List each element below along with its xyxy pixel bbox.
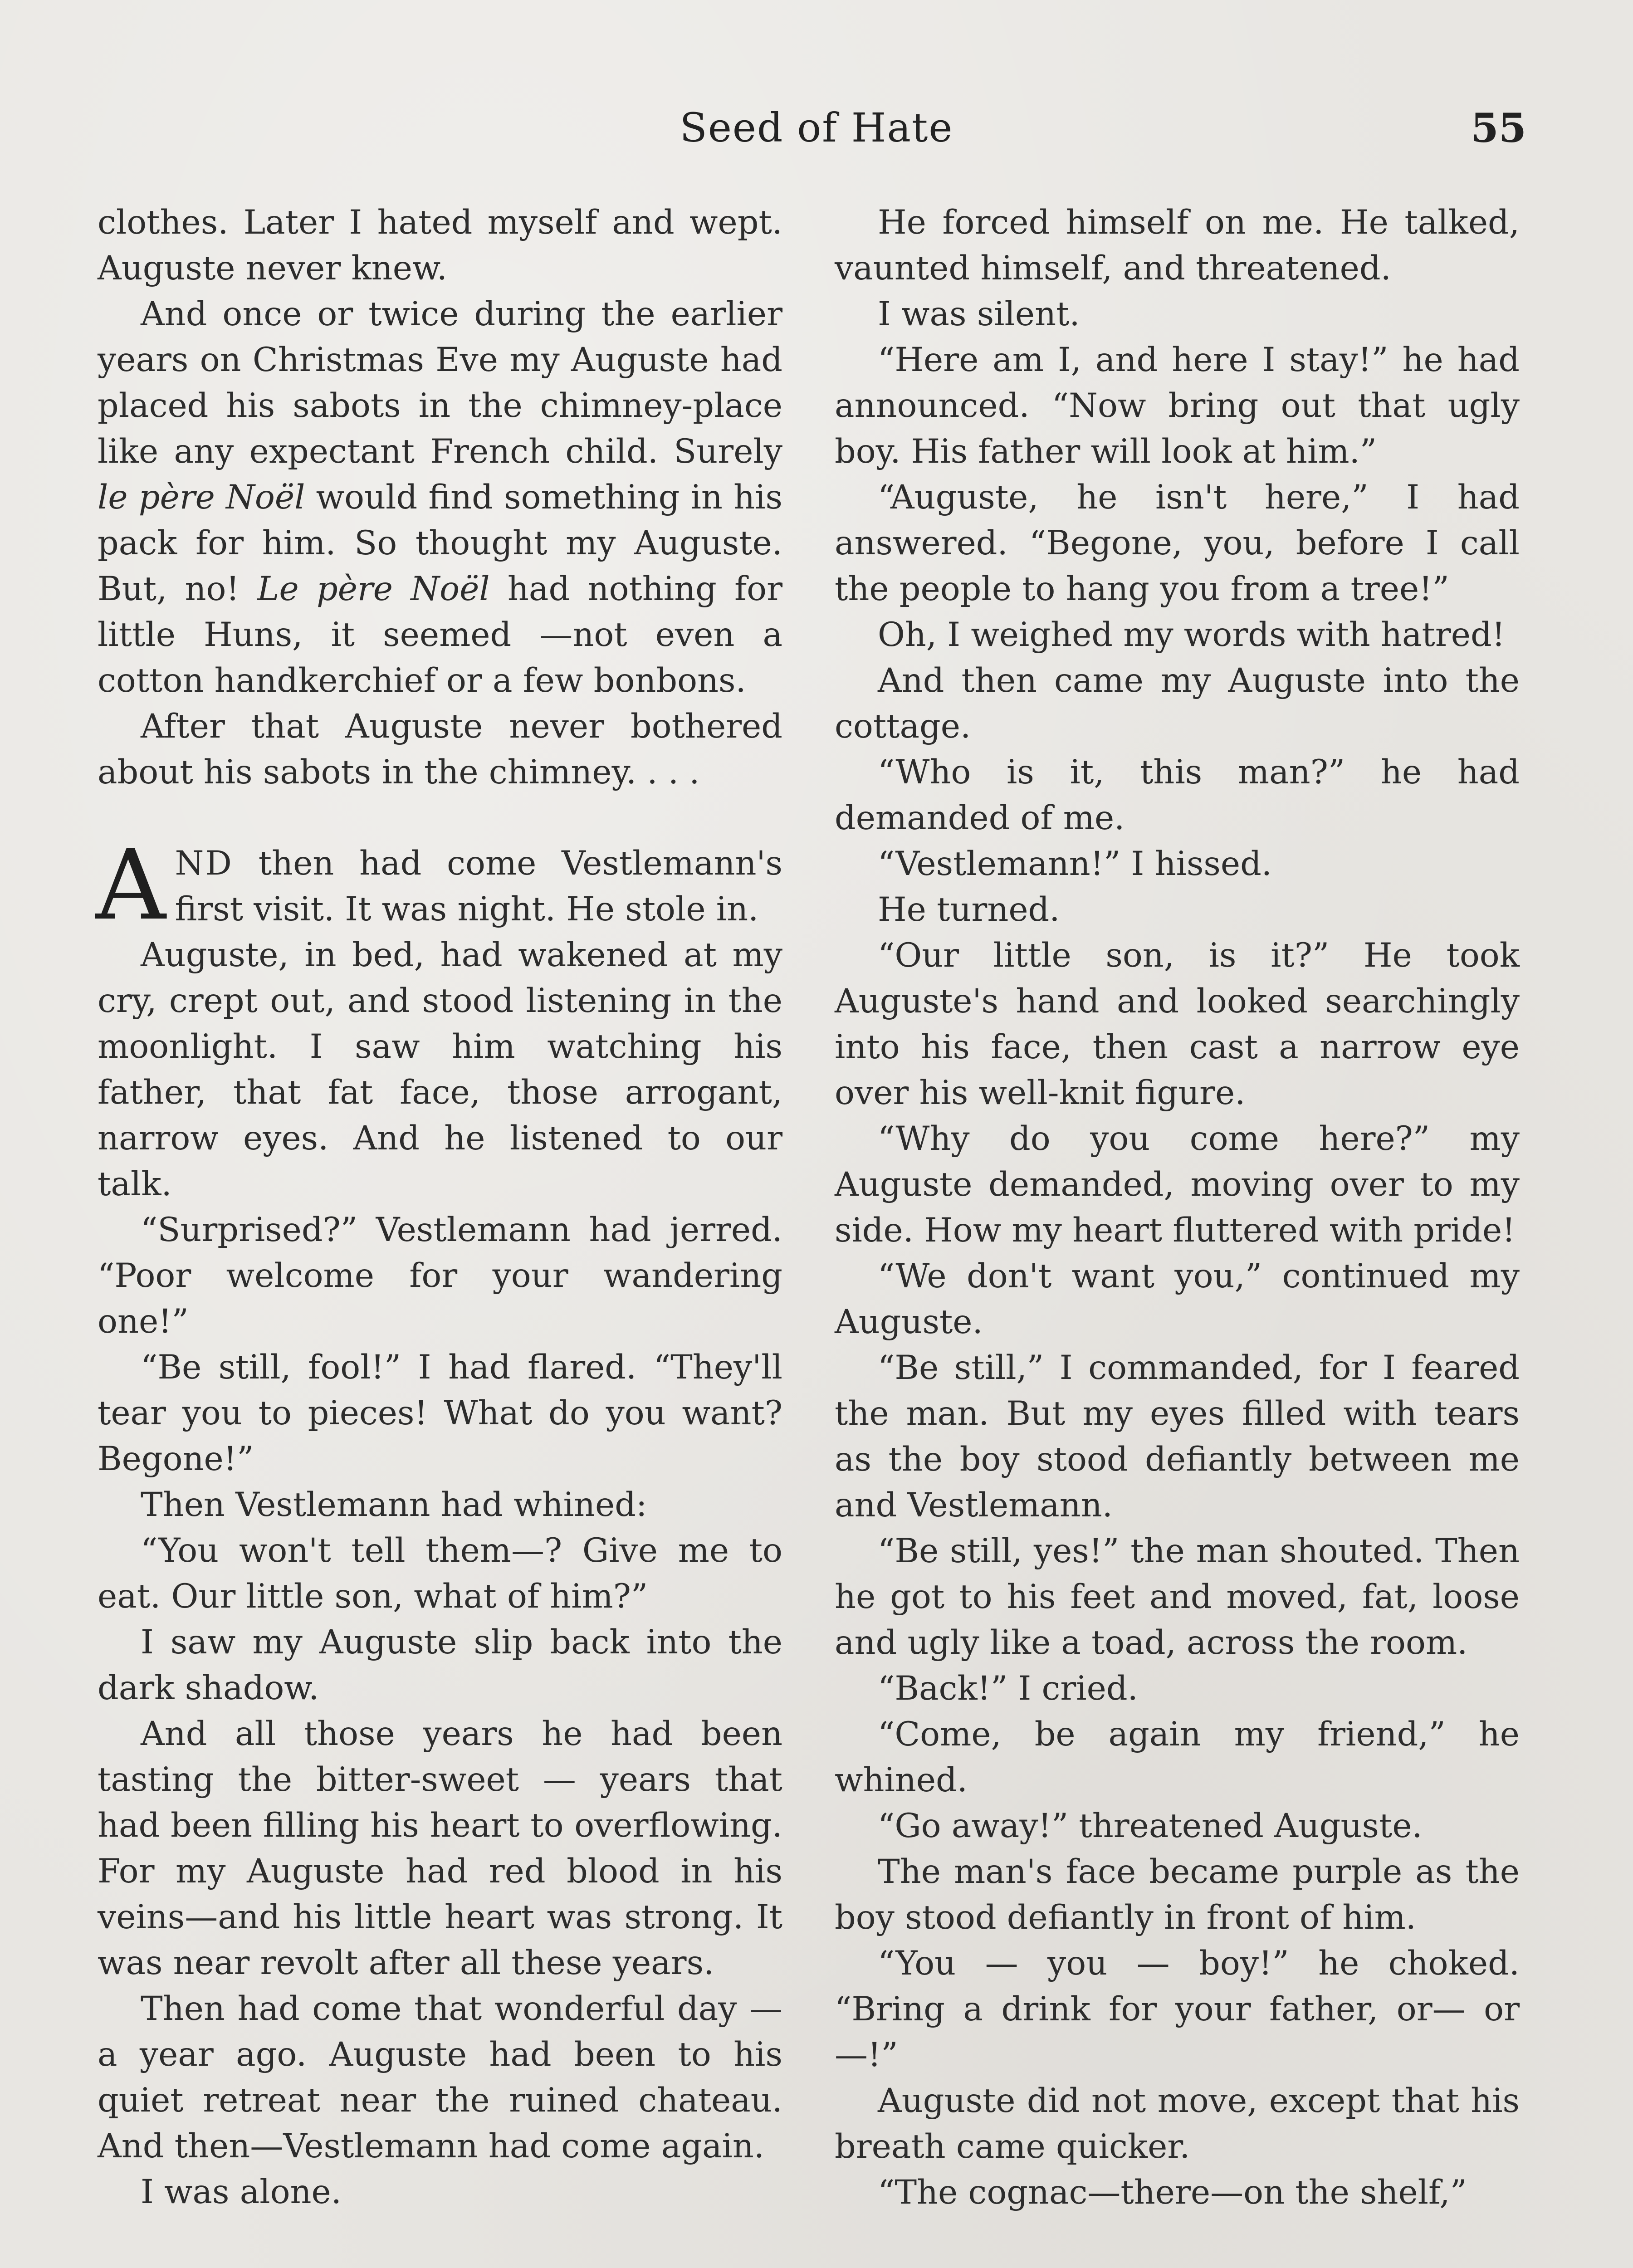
paragraph: “We don't want you,” continued my Auguste. <box>835 1257 1520 1341</box>
paragraph: “Why do you come here?” my Auguste demanded, moving over to my side. How my heart fluttered with pride! <box>835 1119 1520 1250</box>
paragraph: “Back!” I cried. <box>878 1669 1138 1708</box>
text-run: And once or twice during the earlier years on Christmas Eve my Auguste had placed his sabots in the chimney-place like any expectant French child. Surely <box>98 295 782 471</box>
text-run: then had come Vestlemann's first visit. It was night. He stole in. <box>175 844 782 929</box>
paragraph: “Auguste, he isn't here,” I had answered. “Begone, you, before I call the people to hang you from a tree!” <box>835 478 1520 608</box>
paragraph: “Our little son, is it?” He took Auguste's hand and looked searchingly into his face, then cast a narrow eye over his well-knit figure. <box>835 936 1520 1112</box>
paragraph: clothes. Later I hated myself and wept. Auguste never knew. <box>98 203 782 288</box>
italic-text: Le père Noël <box>257 570 490 608</box>
paragraph: “Be still, yes!” the man shouted. Then he got to his feet and moved, fat, loose and ugly like a toad, across the room. <box>835 1532 1520 1662</box>
running-title: Seed of Hate <box>680 104 953 151</box>
paragraph: I saw my Auguste slip back into the dark shadow. <box>98 1623 782 1707</box>
italic-text: le père Noël <box>98 478 305 517</box>
paragraph: Then Vestlemann had whined: <box>141 1486 647 1524</box>
paragraph: He forced himself on me. He talked, vaunted himself, and threatened. <box>835 203 1520 288</box>
paragraph: “Come, be again my friend,” he whined. <box>835 1715 1520 1799</box>
text-run: had nothing for little Huns, it seemed —not even a cotton handkerchief or a few bonbons. <box>98 570 782 700</box>
page-number: 55 <box>1471 104 1526 152</box>
paragraph: He turned. <box>878 890 1060 929</box>
paragraph <box>98 291 782 704</box>
paragraph: I was alone. <box>141 2173 342 2211</box>
paragraph: Then had come that wonderful day —a year ago. Auguste had been to his quiet retreat near the ruined chateau. And then—Vestlemann had come again. <box>98 1989 782 2165</box>
page-header <box>0 104 1633 163</box>
paragraph: “Here am I, and here I stay!” he had announced. “Now bring out that ugly boy. His father will look at him.” <box>835 341 1520 471</box>
paragraph: “Be still,” I commanded, for I feared the man. But my eyes filled with tears as the boy stood defiantly between me and Vestlemann. <box>835 1349 1520 1525</box>
paragraph: “The cognac—there—on the shelf,” <box>878 2173 1467 2212</box>
left-column <box>98 200 782 2215</box>
paragraph: “Be still, fool!” I had flared. “They'll tear you to pieces! What do you want? Begone!” <box>98 1348 782 1478</box>
paragraph: And all those years he had been tasting the bitter-sweet — years that had been filling his heart to overflowing. For my Auguste had red blood in his veins—and his little heart was strong. It was near revolt after all these years. <box>98 1715 782 1982</box>
paragraph: After that Auguste never bothered about his sabots in the chimney. . . . <box>98 707 782 792</box>
paragraph: “Who is it, this man?” he had demanded of me. <box>835 753 1520 837</box>
paragraph: Auguste, in bed, had wakened at my cry, crept out, and stood listening in the moonlight. I saw him watching his father, that fat face, those arrogant, narrow eyes. And he listened to our talk. <box>98 936 782 1203</box>
small-caps-text: ND <box>175 844 233 883</box>
section-start-paragraph <box>96 829 782 942</box>
drop-cap: A <box>96 829 166 942</box>
paragraph: “You won't tell them—? Give me to eat. Our little son, what of him?” <box>98 1531 782 1616</box>
paragraph: The man's face became purple as the boy stood defiantly in front of him. <box>835 1853 1520 1937</box>
right-column <box>835 200 1520 2215</box>
paragraph: “Vestlemann!” I hissed. <box>878 845 1272 883</box>
paragraph: “Go away!” threatened Auguste. <box>878 1807 1423 1845</box>
paragraph: Oh, I weighed my words with hatred! <box>878 616 1506 654</box>
paragraph: I was silent. <box>878 295 1080 333</box>
paragraph: And then came my Auguste into the cottage. <box>835 661 1520 746</box>
paragraph: Auguste did not move, except that his breath came quicker. <box>835 2082 1520 2166</box>
paragraph: “You — you — boy!” he choked. “Bring a drink for your father, or— or—!” <box>835 1944 1520 2074</box>
paragraph: “Surprised?” Vestlemann had jerred. “Poor welcome for your wandering one!” <box>98 1211 782 1341</box>
text-run: would find something in his pack for him. So thought my Auguste. But, no! <box>98 478 783 608</box>
